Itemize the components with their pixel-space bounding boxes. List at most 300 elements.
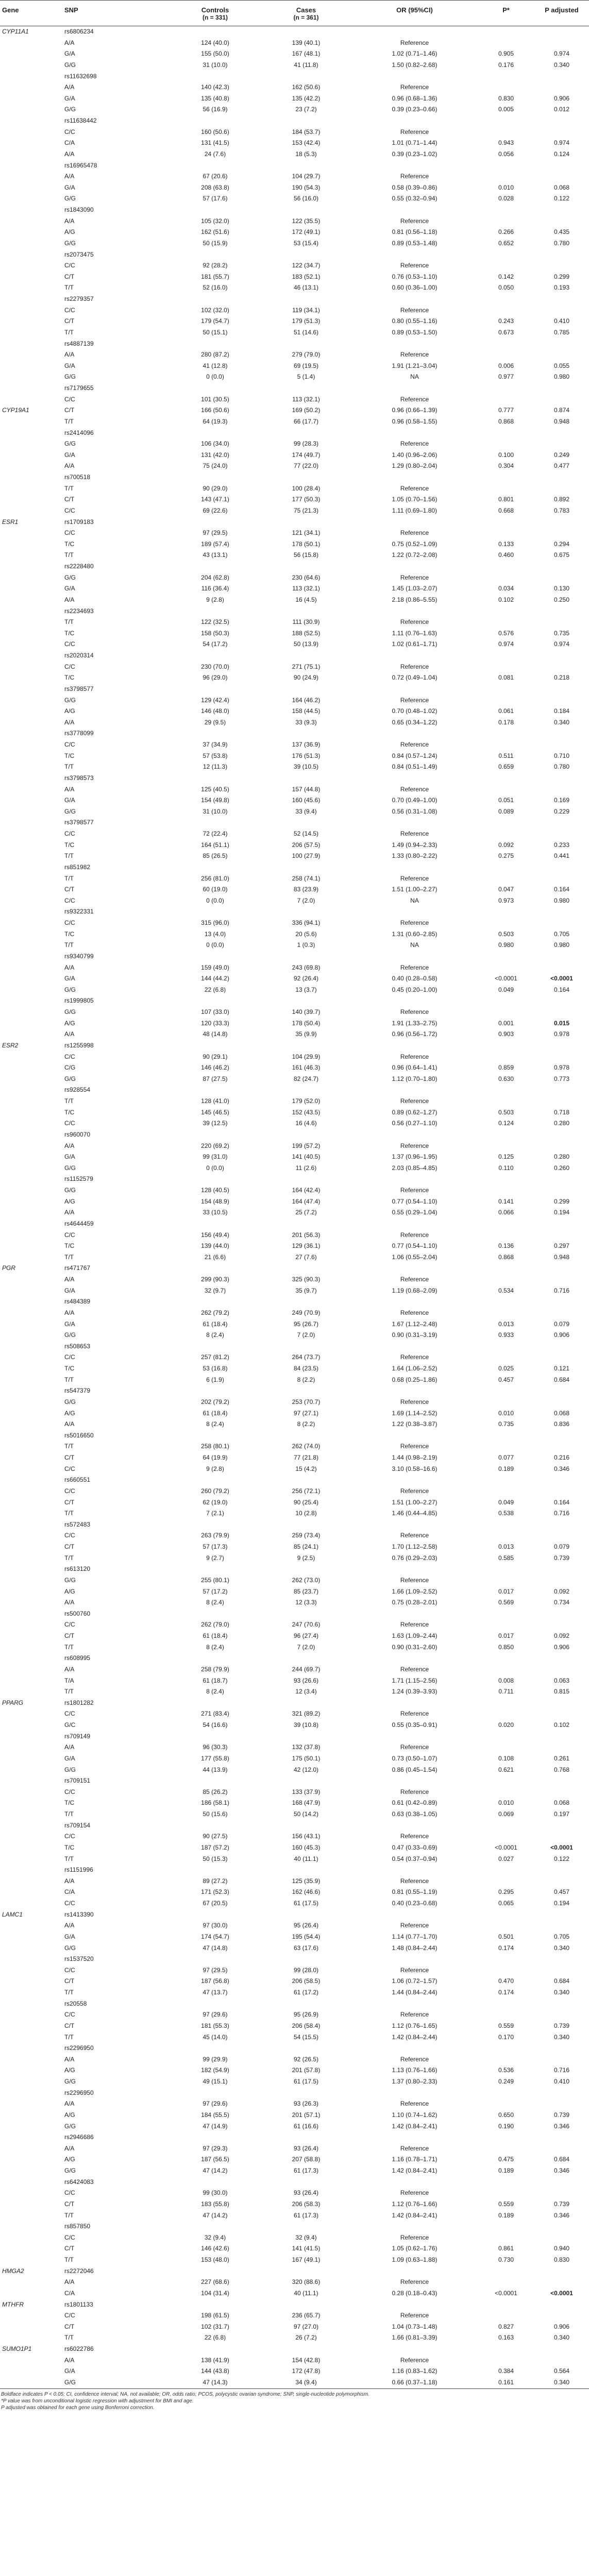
- cell-case: [261, 517, 351, 528]
- cell-case: 92 (26.4): [293, 975, 319, 982]
- cell-or: Reference: [400, 1788, 429, 1795]
- table-row: [0, 1720, 589, 1731]
- cell-case: 50 (13.9): [293, 640, 319, 648]
- cell-ctrl: 179 (54.7): [201, 317, 229, 325]
- cell-case: 93 (26.4): [293, 2189, 319, 2197]
- table-row: [0, 394, 589, 405]
- cell-snp: G/A: [64, 50, 75, 58]
- cell-p: 0.163: [498, 2334, 514, 2342]
- cell-gene: [0, 717, 62, 728]
- cell-padj: 0.974: [553, 50, 570, 58]
- cell-case: 137 (36.9): [292, 741, 321, 748]
- cell-case: 160 (45.3): [292, 1843, 321, 1851]
- table-row: [0, 171, 589, 182]
- cell-or: [351, 1084, 478, 1096]
- cell-or: 1.42 (0.84–2.41): [392, 2211, 437, 2219]
- cell-padj: 0.193: [553, 284, 570, 292]
- cell-p: [478, 2098, 534, 2110]
- cell-p: [478, 1352, 534, 1363]
- cell-or: Reference: [400, 1008, 429, 1015]
- cell-snp: G/A: [64, 975, 75, 982]
- table-row: [0, 2221, 589, 2232]
- cell-or: Reference: [400, 1443, 429, 1450]
- cell-snp: rs6022786: [64, 2345, 94, 2352]
- cell-ctrl: 57 (53.8): [203, 752, 228, 759]
- cell-padj: 0.940: [553, 2245, 570, 2252]
- cell-gene: [0, 1854, 62, 1865]
- cell-gene: [0, 2065, 62, 2076]
- cell-padj: 0.785: [553, 328, 570, 336]
- cell-p: 0.008: [498, 1676, 514, 1684]
- table-row: [0, 1052, 589, 1063]
- cell-p: 0.503: [498, 930, 514, 938]
- cell-or: [351, 1865, 478, 1876]
- cell-or: Reference: [400, 1710, 429, 1718]
- cell-ctrl: 174 (54.7): [201, 1933, 229, 1940]
- cell-or: 1.02 (0.61–1.71): [392, 640, 437, 648]
- cell-padj: [534, 1965, 589, 1976]
- cell-p: 0.010: [498, 1409, 514, 1417]
- table-row: [0, 1141, 589, 1152]
- cell-snp: rs6424083: [64, 2178, 94, 2185]
- cell-gene: [0, 1007, 62, 1018]
- cell-ctrl: 128 (40.5): [201, 1187, 229, 1194]
- table-row: [0, 862, 589, 873]
- cell-p: [478, 1385, 534, 1397]
- table-row: [0, 1619, 589, 1631]
- cell-case: [261, 249, 351, 261]
- cell-padj: [534, 2355, 589, 2366]
- cell-or: 1.45 (1.03–2.07): [392, 585, 437, 592]
- cell-padj: <0.0001: [550, 2289, 573, 2297]
- cell-snp: G/G: [64, 1944, 76, 1952]
- cell-or: Reference: [400, 874, 429, 882]
- cell-snp: C/C: [64, 1465, 75, 1472]
- cell-ctrl: [170, 115, 261, 127]
- cell-gene: [0, 662, 62, 673]
- cell-ctrl: [170, 995, 261, 1007]
- cell-ctrl: [170, 1775, 261, 1787]
- cell-snp: G/A: [64, 451, 75, 459]
- cell-gene: [0, 1419, 62, 1430]
- cell-snp: T/T: [64, 328, 74, 336]
- cell-p: [478, 26, 534, 38]
- cell-ctrl: 21 (6.6): [204, 1253, 226, 1261]
- cell-snp: G/A: [64, 1320, 75, 1328]
- cell-p: [478, 294, 534, 305]
- table-row: [0, 2076, 589, 2088]
- cell-ctrl: [170, 561, 261, 572]
- cell-snp: T/C: [64, 930, 75, 938]
- cell-snp: rs2414096: [64, 429, 94, 436]
- cell-padj: [534, 1341, 589, 1352]
- cell-case: [261, 2266, 351, 2277]
- cell-snp: rs960070: [64, 1130, 91, 1138]
- table-row: [0, 617, 589, 628]
- cell-p: [478, 115, 534, 127]
- table-row: [0, 26, 589, 38]
- cell-case: [261, 817, 351, 828]
- table-row: [0, 2065, 589, 2076]
- cell-or: 0.90 (0.31–2.60): [392, 1643, 437, 1651]
- cell-gene: [0, 1553, 62, 1564]
- cell-snp: G/G: [64, 1398, 76, 1405]
- cell-case: 9 (2.5): [297, 1554, 315, 1562]
- cell-or: Reference: [400, 83, 429, 91]
- cell-ctrl: 139 (44.0): [201, 1242, 229, 1250]
- cell-gene: [0, 1541, 62, 1553]
- cell-case: 50 (14.2): [293, 1810, 319, 1818]
- cell-padj: [534, 1530, 589, 1541]
- cell-padj: 0.197: [553, 1810, 570, 1818]
- cell-case: 113 (32.1): [292, 585, 320, 592]
- cell-case: 153 (42.4): [292, 139, 321, 147]
- cell-padj: 0.980: [553, 896, 570, 904]
- table-row: [0, 1397, 589, 1408]
- cell-snp: G/G: [64, 1187, 76, 1194]
- cell-snp: C/T: [64, 2323, 75, 2330]
- cell-gene: [0, 2088, 62, 2099]
- cell-padj: [534, 1664, 589, 1675]
- cell-case: [261, 2344, 351, 2355]
- cell-padj: 0.739: [553, 2200, 570, 2208]
- cell-or: Reference: [400, 1276, 429, 1283]
- cell-p: 0.001: [498, 1019, 514, 1027]
- cell-case: 82 (24.7): [293, 1075, 319, 1082]
- table-row: [0, 2032, 589, 2043]
- cell-gene: [0, 1029, 62, 1040]
- table-row: [0, 706, 589, 717]
- cell-snp: A/A: [64, 963, 75, 971]
- table-row: [0, 338, 589, 350]
- cell-gene: [0, 1631, 62, 1642]
- cell-padj: [534, 1218, 589, 1230]
- cell-p: 0.559: [498, 2022, 514, 2029]
- cell-snp: T/C: [64, 1843, 75, 1851]
- cell-padj: 0.340: [553, 61, 570, 69]
- cell-case: [261, 1174, 351, 1185]
- cell-case: 178 (50.1): [292, 540, 321, 548]
- cell-ctrl: 143 (47.1): [201, 496, 229, 503]
- cell-p: <0.0001: [495, 975, 517, 982]
- cell-p: 0.861: [498, 2245, 514, 2252]
- table-row: [0, 2021, 589, 2032]
- cell-ctrl: 64 (19.3): [203, 417, 228, 425]
- cell-gene: [0, 906, 62, 918]
- cell-p: 0.170: [498, 2033, 514, 2041]
- cell-case: 152 (43.5): [292, 1108, 321, 1116]
- cell-or: Reference: [400, 1353, 429, 1361]
- cell-gene: [0, 1530, 62, 1541]
- cell-padj: [534, 1920, 589, 1931]
- cell-gene: [0, 1207, 62, 1218]
- cell-ctrl: 29 (9.5): [204, 718, 226, 726]
- cell-gene: [0, 104, 62, 115]
- cell-gene: [0, 1052, 62, 1063]
- cell-gene: [0, 2021, 62, 2032]
- cell-padj: 0.122: [553, 1855, 570, 1862]
- cell-case: [261, 1998, 351, 2010]
- cell-p: 0.189: [498, 2211, 514, 2219]
- cell-padj: 0.768: [553, 1766, 570, 1773]
- cell-gene: [0, 1319, 62, 1330]
- cell-gene: [0, 650, 62, 662]
- cell-or: 0.63 (0.38–1.05): [392, 1810, 437, 1818]
- cell-ctrl: 105 (32.0): [201, 217, 229, 225]
- cell-gene: [0, 706, 62, 717]
- cell-p: 0.569: [498, 1599, 514, 1606]
- cell-p: 0.249: [498, 2078, 514, 2085]
- table-row: [0, 48, 589, 60]
- cell-padj: 0.194: [553, 1900, 570, 1907]
- cell-gene: [0, 1653, 62, 1664]
- cell-padj: [534, 873, 589, 885]
- cell-ctrl: 153 (48.0): [201, 2256, 229, 2263]
- cell-padj: 0.102: [553, 1721, 570, 1728]
- table-row: [0, 806, 589, 818]
- cell-gene: [0, 1686, 62, 1698]
- table-row: [0, 138, 589, 149]
- cell-padj: [534, 1430, 589, 1442]
- table-row: [0, 940, 589, 951]
- cell-p: 0.559: [498, 2200, 514, 2208]
- cell-gene: [0, 472, 62, 483]
- cell-snp: A/A: [64, 1922, 75, 1929]
- cell-padj: 0.233: [553, 841, 570, 849]
- cell-padj: [534, 606, 589, 617]
- cell-case: [261, 1475, 351, 1486]
- cell-p: 0.266: [498, 228, 514, 236]
- cell-p: 0.017: [498, 1587, 514, 1595]
- table-row: [0, 2232, 589, 2244]
- cell-gene: SUMO1P1: [2, 2345, 32, 2352]
- cell-p: 0.027: [498, 1855, 514, 1862]
- cell-p: [478, 394, 534, 405]
- cell-gene: [0, 1062, 62, 1074]
- table-row: [0, 472, 589, 483]
- table-row: [0, 438, 589, 450]
- cell-padj: [534, 249, 589, 261]
- cell-or: 3.10 (0.58–16.6): [392, 1465, 437, 1472]
- cell-p: 0.304: [498, 462, 514, 470]
- cell-gene: [0, 695, 62, 706]
- cell-ctrl: 160 (50.6): [201, 128, 229, 135]
- table-row: [0, 895, 589, 907]
- cell-padj: 0.718: [553, 1108, 570, 1116]
- cell-padj: 0.218: [553, 674, 570, 682]
- cell-gene: [0, 773, 62, 784]
- table-row: [0, 505, 589, 517]
- cell-padj: 0.441: [553, 852, 570, 860]
- cell-case: 111 (30.9): [292, 618, 320, 626]
- cell-or: 0.73 (0.50–1.07): [392, 1754, 437, 1762]
- cell-or: Reference: [400, 1743, 429, 1751]
- cell-case: 122 (34.7): [292, 262, 321, 269]
- cell-padj: 0.260: [553, 1164, 570, 1172]
- table-row: [0, 2143, 589, 2155]
- cell-padj: 0.684: [553, 2156, 570, 2163]
- cell-snp: rs3798577: [64, 819, 94, 826]
- cell-or: Reference: [400, 1309, 429, 1316]
- cell-case: [261, 1218, 351, 1230]
- cell-padj: 0.457: [553, 1888, 570, 1896]
- cell-ctrl: 120 (33.3): [201, 1019, 229, 1027]
- cell-p: [478, 662, 534, 673]
- cell-snp: C/C: [64, 1710, 75, 1718]
- cell-p: [478, 2043, 534, 2054]
- cell-gene: [0, 1475, 62, 1486]
- table-row: [0, 784, 589, 795]
- cell-ctrl: 146 (48.0): [201, 707, 229, 715]
- table-row: [0, 1062, 589, 1074]
- cell-p: [478, 684, 534, 695]
- cell-p: 0.974: [498, 640, 514, 648]
- cell-gene: [0, 305, 62, 316]
- cell-ctrl: 107 (33.0): [201, 1008, 229, 1015]
- table-row: [0, 761, 589, 773]
- cell-or: [351, 1341, 478, 1352]
- cell-or: Reference: [400, 1053, 429, 1060]
- table-row: [0, 2188, 589, 2199]
- cell-snp: C/C: [64, 1532, 75, 1539]
- table-row: [0, 951, 589, 962]
- table-row: [0, 2277, 589, 2288]
- cell-gene: [0, 1708, 62, 1720]
- cell-gene: [0, 1642, 62, 1653]
- cell-case: 11 (2.6): [295, 1164, 317, 1172]
- cell-case: 92 (26.5): [293, 2055, 319, 2063]
- cell-gene: [0, 2199, 62, 2210]
- cell-ctrl: 13 (4.0): [204, 930, 226, 938]
- cell-gene: [0, 2177, 62, 2188]
- cell-gene: [0, 93, 62, 105]
- cell-ctrl: 60 (19.0): [203, 886, 228, 893]
- cell-ctrl: 61 (18.7): [203, 1676, 228, 1684]
- cell-ctrl: [170, 684, 261, 695]
- cell-case: 236 (65.7): [292, 2312, 321, 2319]
- cell-padj: [534, 349, 589, 361]
- cell-gene: [0, 739, 62, 751]
- cell-gene: [0, 1196, 62, 1208]
- cell-p: [478, 160, 534, 172]
- cell-ctrl: [170, 1954, 261, 1965]
- cell-snp: A/A: [64, 217, 75, 225]
- cell-or: [351, 1430, 478, 1442]
- cell-ctrl: 99 (31.0): [203, 1153, 228, 1161]
- cell-padj: [534, 1141, 589, 1152]
- cell-gene: [0, 2243, 62, 2255]
- cell-or: [351, 2177, 478, 2188]
- cell-p: 0.868: [498, 1253, 514, 1261]
- cell-snp: T/T: [64, 941, 74, 949]
- cell-case: 32 (9.4): [295, 2233, 317, 2241]
- cell-or: [351, 1174, 478, 1185]
- cell-case: 40 (11.1): [294, 1855, 318, 1862]
- cell-ctrl: 171 (52.3): [201, 1888, 229, 1896]
- cell-case: 7 (2.0): [297, 896, 315, 904]
- cell-gene: [0, 2121, 62, 2132]
- table-row: [0, 628, 589, 639]
- cell-case: 256 (72.1): [292, 1487, 321, 1495]
- cell-snp: C/T: [64, 2200, 75, 2208]
- cell-p: [478, 1664, 534, 1675]
- cell-gene: [0, 1597, 62, 1608]
- cell-snp: G/A: [64, 2367, 75, 2375]
- cell-gene: [0, 2221, 62, 2232]
- cell-gene: [0, 828, 62, 840]
- cell-gene: [0, 461, 62, 472]
- cell-case: 179 (51.3): [292, 317, 321, 325]
- cell-padj: 0.346: [553, 2122, 570, 2130]
- cell-or: 1.05 (0.70–1.56): [392, 496, 437, 503]
- table-row: [0, 1508, 589, 1519]
- table-row: [0, 127, 589, 138]
- cell-padj: [534, 26, 589, 38]
- cell-p: [478, 1775, 534, 1787]
- cell-ctrl: [170, 428, 261, 439]
- cell-or: [351, 650, 478, 662]
- cell-ctrl: 52 (16.0): [203, 284, 228, 292]
- cell-or: 0.65 (0.34–1.22): [392, 718, 437, 726]
- cell-gene: [0, 684, 62, 695]
- cell-padj: [534, 528, 589, 539]
- cell-p: [478, 305, 534, 316]
- cell-padj: 0.164: [553, 986, 570, 993]
- table-row: [0, 1597, 589, 1608]
- table-row: [0, 1419, 589, 1430]
- table-row: [0, 227, 589, 238]
- cell-ctrl: [170, 1084, 261, 1096]
- cell-snp: rs1151996: [64, 1866, 93, 1874]
- cell-or: [351, 862, 478, 873]
- cell-snp: rs7179655: [64, 384, 94, 392]
- cell-ctrl: 101 (30.5): [201, 395, 229, 403]
- cell-padj: [534, 650, 589, 662]
- cell-case: 174 (49.7): [292, 451, 321, 459]
- cell-snp: C/T: [64, 1977, 75, 1985]
- cell-p: 0.017: [498, 1632, 514, 1639]
- cell-case: [261, 906, 351, 918]
- table-row: [0, 1920, 589, 1931]
- cell-p: [478, 1909, 534, 1921]
- cell-ctrl: 96 (29.0): [203, 674, 228, 682]
- cell-p: [478, 1475, 534, 1486]
- cell-ctrl: 69 (22.6): [203, 506, 228, 514]
- cell-p: 0.827: [498, 2323, 514, 2330]
- cell-snp: rs709151: [64, 1777, 91, 1785]
- cell-snp: G/A: [64, 183, 75, 191]
- cell-case: [261, 383, 351, 394]
- cell-ctrl: 6 (1.9): [206, 1376, 224, 1383]
- cell-ctrl: [170, 1040, 261, 1052]
- cell-snp: T/T: [64, 1855, 74, 1862]
- cell-case: 90 (24.9): [293, 674, 319, 682]
- cell-ctrl: 12 (11.3): [203, 763, 228, 771]
- cell-p: 0.051: [498, 796, 514, 804]
- cell-case: 320 (88.6): [292, 2278, 321, 2286]
- cell-or: 1.11 (0.69–1.80): [392, 506, 437, 514]
- table-row: [0, 1642, 589, 1653]
- cell-case: 51 (14.6): [293, 328, 319, 336]
- cell-padj: [534, 338, 589, 350]
- cell-padj: [534, 1274, 589, 1285]
- cell-case: 7 (2.0): [297, 1331, 315, 1339]
- cell-snp: T/C: [64, 1799, 75, 1807]
- cell-ctrl: 99 (29.9): [203, 2055, 228, 2063]
- table-row: [0, 528, 589, 539]
- cell-ctrl: 56 (16.9): [203, 106, 228, 113]
- cell-snp: A/A: [64, 1030, 75, 1038]
